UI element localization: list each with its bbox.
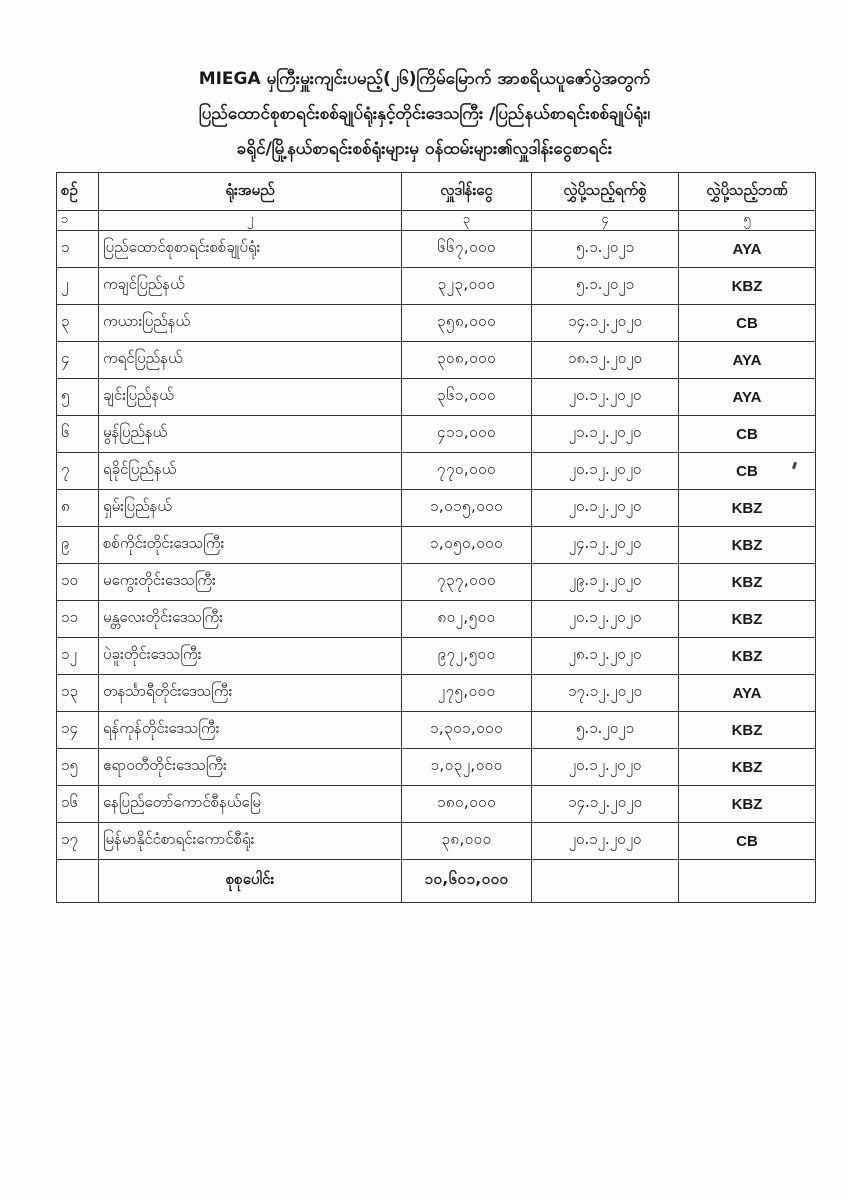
total-empty-cell: [679, 860, 816, 903]
row-date: ၂၀.၁၂.၂၀၂၀: [532, 453, 679, 490]
row-date: ၂၀.၁၂.၂၀၂၀: [532, 379, 679, 416]
row-serial: ၁၂: [57, 638, 99, 675]
header-bank: လွှဲပို့သည့်ဘဏ်: [679, 173, 816, 211]
row-date: ၂၁.၁၂.၂၀၂၀: [532, 416, 679, 453]
header-amount: လှူဒါန်းငွေ: [402, 173, 532, 211]
row-bank: CB: [679, 305, 816, 342]
row-date: ၂၀.၁၂.၂၀၂၀: [532, 601, 679, 638]
column-index: ၃: [402, 211, 532, 231]
row-date: ၁၄.၁၂.၂၀၂၀: [532, 786, 679, 823]
row-date: ၅.၁.၂၀၂၁: [532, 231, 679, 268]
row-office: ရှမ်းပြည်နယ်: [99, 490, 402, 527]
row-serial: ၉: [57, 527, 99, 564]
column-index-row: [57, 211, 816, 231]
row-bank: AYA: [679, 342, 816, 379]
table-row: [57, 638, 816, 675]
table-row: [57, 342, 816, 379]
row-amount: ၂၇၅,၀၀၀: [402, 675, 532, 712]
row-date: ၂၄.၁၂.၂၀၂၀: [532, 527, 679, 564]
row-office: ကယားပြည်နယ်: [99, 305, 402, 342]
row-bank: KBZ: [679, 268, 816, 305]
table-row: [57, 823, 816, 860]
row-serial: ၁၄: [57, 712, 99, 749]
row-office: ချင်းပြည်နယ်: [99, 379, 402, 416]
title-line-1: MIEGA မှကြီးမှူးကျင်းပမည့်(၂၆)ကြိမ်မြောက် အာစရိယပူဇော်ပွဲအတွက်: [198, 69, 651, 89]
row-serial: ၈: [57, 490, 99, 527]
row-office: ရခိုင်ပြည်နယ်: [99, 453, 402, 490]
row-serial: ၃: [57, 305, 99, 342]
row-date: ၂၈.၁၂.၂၀၂၀: [532, 638, 679, 675]
row-date: ၁၄.၁၂.၂၀၂၀: [532, 305, 679, 342]
row-amount: ၇၃၇,၀၀၀: [402, 564, 532, 601]
row-serial: ၄: [57, 342, 99, 379]
row-date: ၁၈.၁၂.၂၀၂၀: [532, 342, 679, 379]
header-office: ရုံးအမည်: [99, 173, 402, 211]
table-row: [57, 490, 816, 527]
table-row: [57, 712, 816, 749]
row-amount: ၃၅၈,၀၀၀: [402, 305, 532, 342]
row-office: စစ်ကိုင်းတိုင်းဒေသကြီး: [99, 527, 402, 564]
table-row: [57, 305, 816, 342]
row-amount: ၈၀၂,၅၀၀: [402, 601, 532, 638]
total-amount: ၁၀,၆၀၁,၀၀၀: [402, 860, 532, 903]
row-date: ၂၀.၁၂.၂၀၂၀: [532, 749, 679, 786]
row-office: နေပြည်တော်ကောင်စီနယ်မြေ: [99, 786, 402, 823]
document-title: [0, 62, 849, 167]
column-index: ၂: [99, 211, 402, 231]
table-row: [57, 379, 816, 416]
table-row: [57, 416, 816, 453]
row-date: ၂၉.၁၂.၂၀၂၀: [532, 564, 679, 601]
row-date: ၁၇.၁၂.၂၀၂၀: [532, 675, 679, 712]
row-office: မြန်မာနိုင်ငံစာရင်းကောင်စီရုံး: [99, 823, 402, 860]
title-line-3: ခရိုင်/မြို့နယ်စာရင်းစစ်ရုံးများမှ ဝန်ထမ်းများ၏လှူဒါန်းငွေစာရင်း: [236, 139, 613, 159]
total-label: စုစုပေါင်း: [99, 860, 402, 903]
row-bank: KBZ: [679, 749, 816, 786]
row-amount: ၃၈,၀၀၀: [402, 823, 532, 860]
header-date: လွှဲပို့သည့်ရက်စွဲ: [532, 173, 679, 211]
row-date: ၅.၁.၂၀၂၁: [532, 712, 679, 749]
row-amount: ၃၆၁,၀၀၀: [402, 379, 532, 416]
row-serial: ၁၆: [57, 786, 99, 823]
row-bank: KBZ: [679, 601, 816, 638]
row-amount: ၉၇၂,၅၀၀: [402, 638, 532, 675]
row-date: ၂၀.၁၂.၂၀၂၀: [532, 490, 679, 527]
table-row: [57, 453, 816, 490]
table-row: [57, 268, 816, 305]
row-serial: ၁၇: [57, 823, 99, 860]
row-amount: ၇၇၀,၀၀၀: [402, 453, 532, 490]
row-serial: ၇: [57, 453, 99, 490]
row-amount: ၃၀၈,၀၀၀: [402, 342, 532, 379]
row-bank: AYA: [679, 231, 816, 268]
row-bank: AYA: [679, 675, 816, 712]
row-serial: ၂: [57, 268, 99, 305]
row-office: မကွေးတိုင်းဒေသကြီး: [99, 564, 402, 601]
column-index: ၄: [532, 211, 679, 231]
table-row: [57, 675, 816, 712]
row-office: မွန်ပြည်နယ်: [99, 416, 402, 453]
row-amount: ၁,၃၀၁,၀၀၀: [402, 712, 532, 749]
row-bank: KBZ: [679, 490, 816, 527]
row-bank: CB: [679, 453, 816, 490]
row-amount: ၄၁၁,၀၀၀: [402, 416, 532, 453]
row-bank: KBZ: [679, 564, 816, 601]
donation-table: [56, 172, 816, 903]
table-row: [57, 749, 816, 786]
column-index: ၅: [679, 211, 816, 231]
row-amount: ၁,၀၁၅,၀၀၀: [402, 490, 532, 527]
table-row: [57, 527, 816, 564]
row-amount: ၃၂၃,၀၀၀: [402, 268, 532, 305]
table-row: [57, 601, 816, 638]
row-amount: ၁၈၀,၀၀၀: [402, 786, 532, 823]
row-office: ပြည်ထောင်စုစာရင်းစစ်ချုပ်ရုံး: [99, 231, 402, 268]
row-amount: ၁,၀၃၂,၀၀၀: [402, 749, 532, 786]
row-bank: CB: [679, 823, 816, 860]
column-index: ၁: [57, 211, 99, 231]
table-header-row: [57, 173, 816, 211]
row-serial: ၁၅: [57, 749, 99, 786]
row-date: ၅.၁.၂၀၂၁: [532, 268, 679, 305]
row-office: ဧရာဝတီတိုင်းဒေသကြီး: [99, 749, 402, 786]
row-serial: ၁၃: [57, 675, 99, 712]
row-office: ကချင်ပြည်နယ်: [99, 268, 402, 305]
row-serial: ၁၀: [57, 564, 99, 601]
total-empty-cell: [532, 860, 679, 903]
row-serial: ၁၁: [57, 601, 99, 638]
table-body: [57, 231, 816, 860]
row-bank: KBZ: [679, 712, 816, 749]
row-date: ၂၀.၁၂.၂၀၂၀: [532, 823, 679, 860]
row-office: ပဲခူးတိုင်းဒေသကြီး: [99, 638, 402, 675]
title-line-2: ပြည်ထောင်စုစာရင်းစစ်ချုပ်ရုံးနှင့်တိုင်းဒေသကြီး /ပြည်နယ်စာရင်းစစ်ချုပ်ရုံး၊: [198, 104, 651, 124]
row-serial: ၆: [57, 416, 99, 453]
row-bank: KBZ: [679, 786, 816, 823]
table-row: [57, 786, 816, 823]
row-amount: ၁,၀၅၀,၀၀၀: [402, 527, 532, 564]
row-office: ကရင်ပြည်နယ်: [99, 342, 402, 379]
row-office: မန္တလေးတိုင်းဒေသကြီး: [99, 601, 402, 638]
row-amount: ၆၆၇,၀၀၀: [402, 231, 532, 268]
row-bank: KBZ: [679, 638, 816, 675]
row-office: တနင်္သာရီတိုင်းဒေသကြီး: [99, 675, 402, 712]
table-row: [57, 564, 816, 601]
row-serial: ၅: [57, 379, 99, 416]
row-office: ရန်ကုန်တိုင်းဒေသကြီး: [99, 712, 402, 749]
row-serial: ၁: [57, 231, 99, 268]
table-row: [57, 231, 816, 268]
total-empty-cell: [57, 860, 99, 903]
total-row: [57, 860, 816, 903]
row-bank: CB: [679, 416, 816, 453]
header-serial: စဉ်: [57, 173, 99, 211]
row-bank: KBZ: [679, 527, 816, 564]
row-bank: AYA: [679, 379, 816, 416]
